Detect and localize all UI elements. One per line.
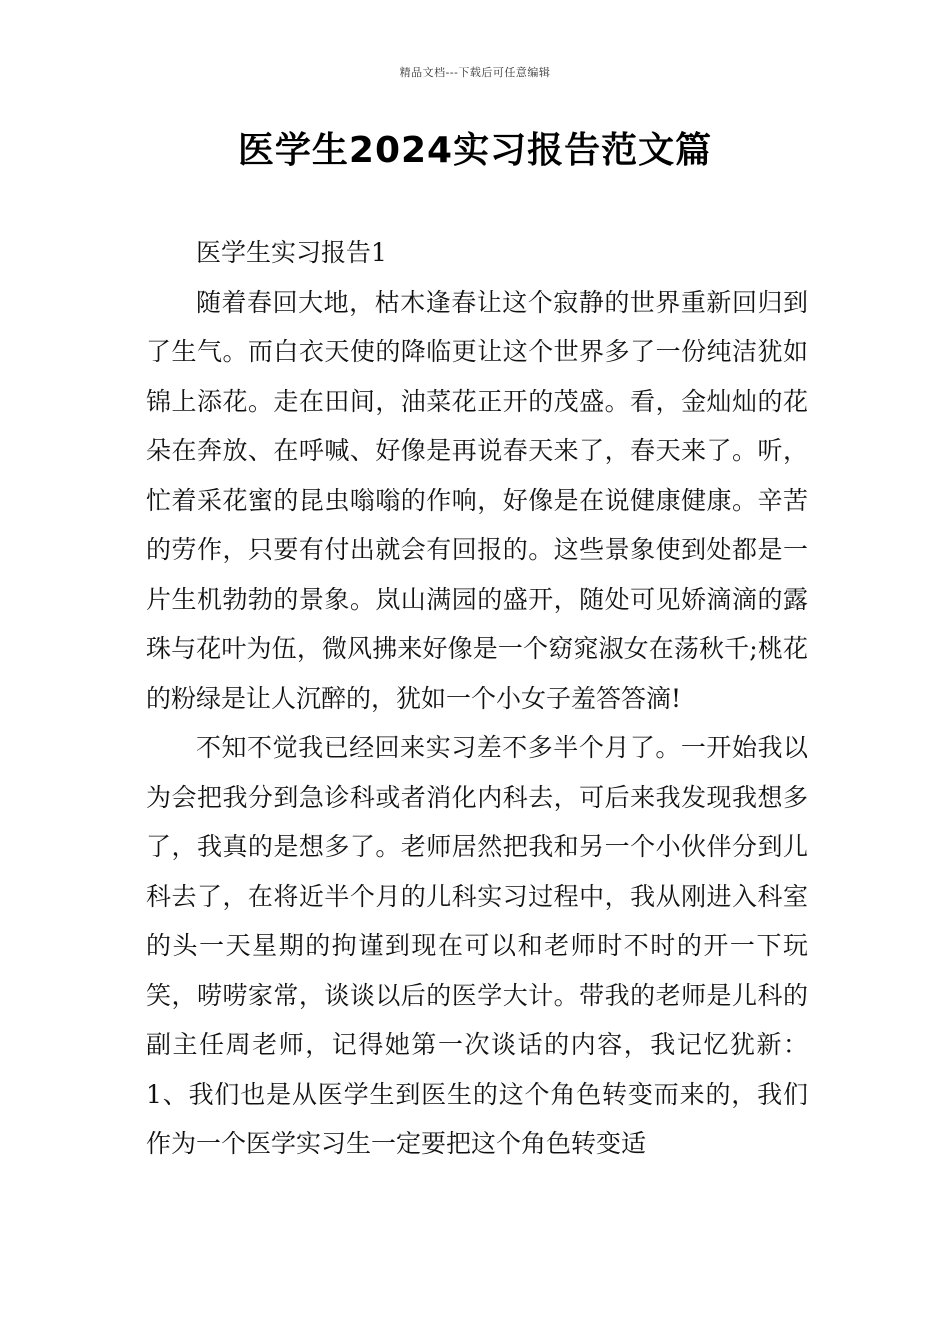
document-title: 医学生2024实习报告范文篇 bbox=[237, 130, 713, 171]
document-body bbox=[146, 228, 808, 1169]
body-paragraph: 随着春回大地，枯木逢春让这个寂静的世界重新回归到了生气。而白衣天使的降临更让这个世界多了一份纯洁犹如锦上添花。走在田间，油菜花正开的茂盛。看，金灿灿的花朵在奔放、在呼喊、好像是再说春天来了，春天来了。听，忙着采花蜜的昆虫嗡嗡的作响，好像是在说健康健康。辛苦的劳作，只要有付出就会有回报的。这些景象使到处都是一片生机勃勃的景象。岚山满园的盛开，随处可见娇滴滴的露珠与花叶为伍，微风拂来好像是一个窈窕淑女在荡秋千;桃花的粉绿是让人沉醉的，犹如一个小女子羞答答滴! bbox=[146, 287, 808, 713]
body-paragraph: 不知不觉我已经回来实习差不多半个月了。一开始我以为会把我分到急诊科或者消化内科去，可后来我发现我想多了，我真的是想多了。老师居然把我和另一个小伙伴分到儿科去了，在将近半个月的儿科实习过程中，我从刚进入科室的头一天星期的拘谨到现在可以和老师时不时的开一下玩笑，唠唠家常，谈谈以后的医学大计。带我的老师是儿科的副主任周老师，记得她第一次谈话的内容，我记忆犹新：1、我们也是从医学生到医生的这个角色转变而来的，我们作为一个医学实习生一定要把这个角色转变适 bbox=[146, 733, 808, 1158]
header-note: 精品文档---下载后可任意编辑 bbox=[399, 66, 551, 79]
section-heading: 医学生实习报告1 bbox=[196, 238, 387, 267]
